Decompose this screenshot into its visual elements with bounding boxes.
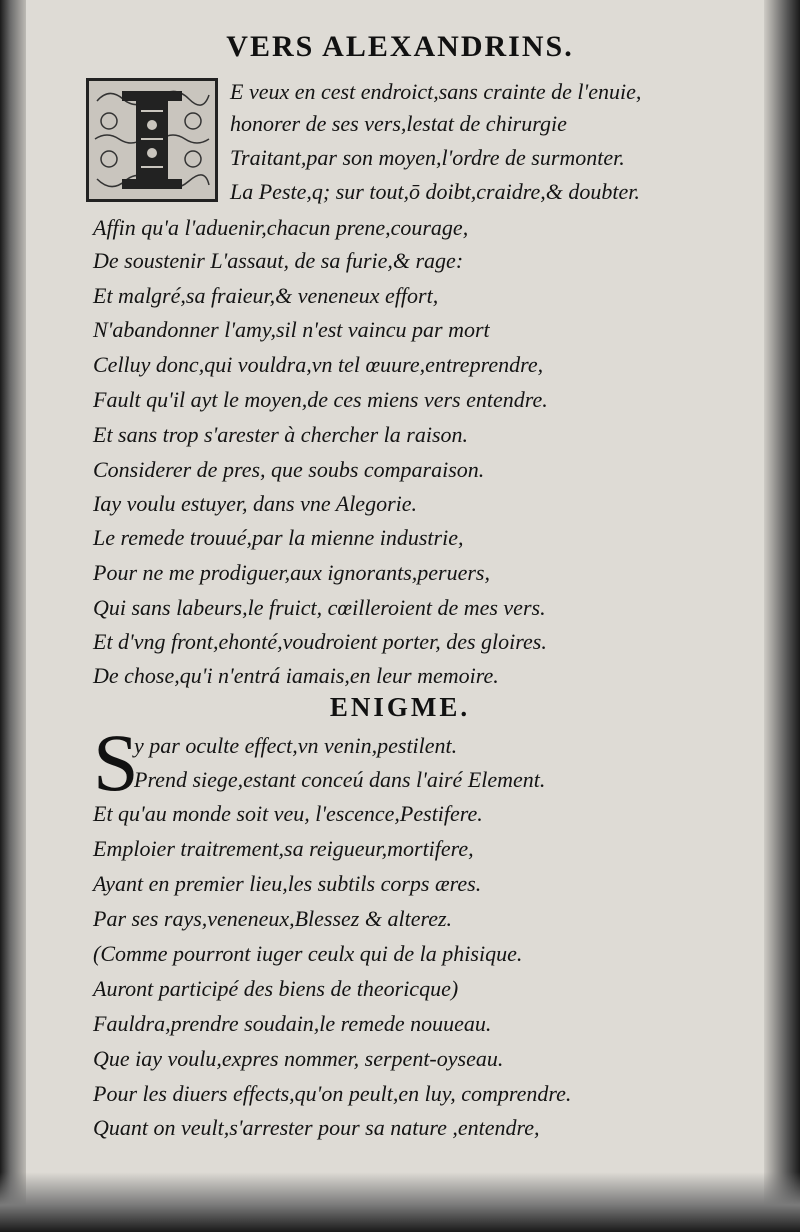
enigma-line: Ayant en premier lieu,les subtils corps æres. xyxy=(93,871,482,896)
poem-line: Considerer de pres, que soubs comparaison. xyxy=(93,457,485,482)
page-title: VERS ALEXANDRINS. xyxy=(226,30,574,63)
enigma-line: y par oculte effect,vn venin,pestilent. xyxy=(134,733,458,758)
enigma-initial-letter: S xyxy=(93,717,139,808)
poem-line: Et d'vng front,ehonté,voudroient porter, des gloires. xyxy=(93,629,547,654)
section-heading: ENIGME. xyxy=(329,692,471,722)
ornamental-initial-letter xyxy=(86,78,218,202)
page-right-shadow xyxy=(764,0,800,1232)
poem-line: N'abandonner l'amy,sil n'est vaincu par mort xyxy=(93,317,490,342)
poem-line: Affin qu'a l'aduenir,chacun prene,courage, xyxy=(93,215,469,240)
poem-line: Le remede trouué,par la mienne industrie, xyxy=(93,525,464,550)
enigma-line: Par ses rays,veneneux,Blessez & alterez. xyxy=(93,906,453,931)
ornament-icon xyxy=(89,81,215,199)
enigma-line: Emploier traitrement,sa reigueur,mortifere, xyxy=(93,836,474,861)
page-left-shadow xyxy=(0,0,26,1232)
enigma-line: Fauldra,prendre soudain,le remede nouueau. xyxy=(93,1011,492,1036)
enigma-line: Prend siege,estant conceú dans l'airé Element. xyxy=(134,767,546,792)
poem-line: E veux en cest endroict,sans crainte de l'enuie, xyxy=(230,79,642,104)
page-bottom-shadow xyxy=(0,1172,800,1232)
poem-line: La Peste,q; sur tout,ō doibt,craidre,& doubter. xyxy=(230,179,640,204)
enigma-line: Auront participé des biens de theoricque) xyxy=(93,976,459,1001)
poem-line: Traitant,par son moyen,l'ordre de surmonter. xyxy=(230,145,625,170)
poem-line: Et malgré,sa fraieur,& veneneux effort, xyxy=(93,283,439,308)
enigma-line: Que iay voulu,expres nommer, serpent-oyseau. xyxy=(93,1046,504,1071)
poem-line: Pour ne me prodiguer,aux ignorants,peruers, xyxy=(93,560,490,585)
enigma-line: (Comme pourront iuger ceulx qui de la phisique. xyxy=(93,941,523,966)
poem-line: De chose,qu'i n'entrá iamais,en leur memoire. xyxy=(93,663,499,688)
enigma-line: Quant on veult,s'arrester pour sa nature ,entendre, xyxy=(93,1115,540,1140)
poem-line: Et sans trop s'arester à chercher la raison. xyxy=(93,422,469,447)
enigma-line: Pour les diuers effects,qu'on peult,en luy, comprendre. xyxy=(93,1081,572,1106)
poem-line: Qui sans labeurs,le fruict, cœilleroient de mes vers. xyxy=(93,595,546,620)
poem-line: De soustenir L'assaut, de sa furie,& rage: xyxy=(93,248,464,273)
poem-line: Fault qu'il ayt le moyen,de ces miens vers entendre. xyxy=(93,387,548,412)
poem-line: honorer de ses vers,lestat de chirurgie xyxy=(230,111,567,136)
enigma-line: Et qu'au monde soit veu, l'escence,Pestifere. xyxy=(93,801,483,826)
poem-line: Iay voulu estuyer, dans vne Alegorie. xyxy=(93,491,418,516)
poem-line: Celluy donc,qui vouldra,vn tel œuure,entreprendre, xyxy=(93,352,544,377)
